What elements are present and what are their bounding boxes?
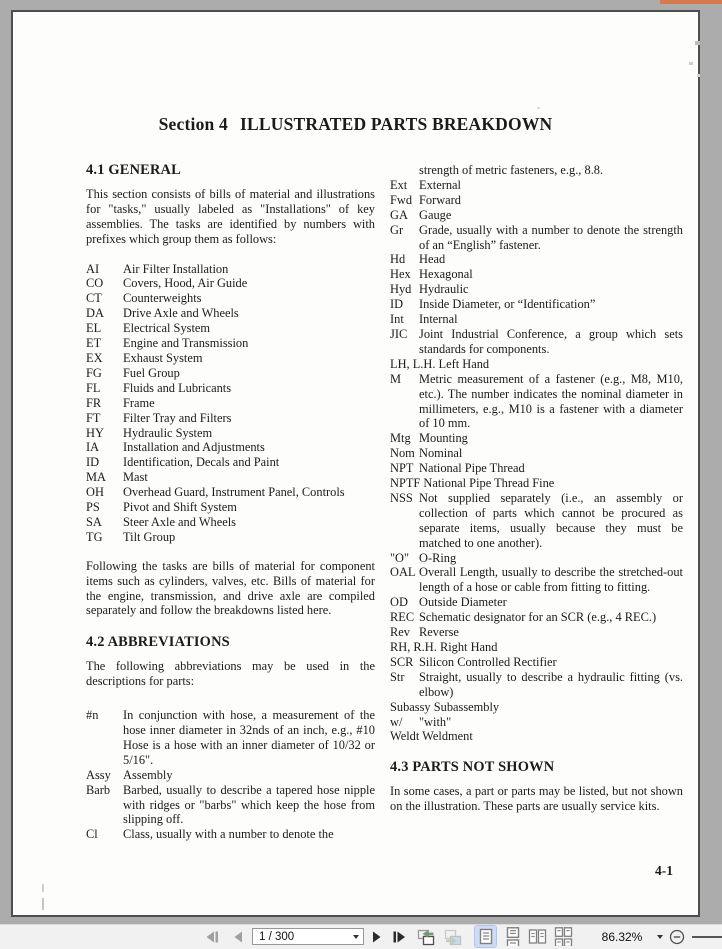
abbreviation-item [390,223,683,253]
abbreviation-definition: Barbed, usually to describe a tapered hose nipple with ridges or "barbs" which keep the hose from slipping off. [123,782,375,827]
abbreviation-definition: Mounting [419,431,468,446]
task-prefix-desc: Electrical System [123,321,211,336]
abbreviation-definition: In conjunction with hose, a measurement of the hose inner diameter in 32nds of an inch, e.g., #10 Hose is a hose with an inner diameter of 10/32 or 5/16". [123,708,375,767]
abbreviation-term: JIC [390,326,408,341]
next-view-button[interactable] [442,925,464,949]
continuous-facing-view-icon [554,927,573,946]
abbreviation-term: GA [390,207,408,222]
abbreviation-item [86,827,375,842]
task-prefix-desc: Frame [123,395,155,410]
abbreviation-term: Int [390,312,404,327]
paragraph: This section consists of bills of material and illustrations for "tasks," usually labeled as "Installations" of key assemblies. The tasks are identified by numbers with prefixes which group them as follows: [86,186,375,246]
abbreviation-term: Nom [390,446,415,461]
abbreviation-term: REC [390,610,415,625]
task-prefix-desc: Exhaust System [123,350,203,365]
page-number-label: 4-1 [655,863,673,878]
abbreviation-item [390,461,683,476]
abbreviation-term: OAL [390,565,416,580]
task-prefix-code: FL [86,380,101,395]
abbreviation-item [390,267,683,282]
task-prefix-item [86,426,375,441]
abbreviation-term: NSS [390,490,413,505]
abbreviation-item [390,327,683,357]
task-prefix-item [86,291,375,306]
continuous-view-button[interactable] [502,926,523,947]
heading-4-3: 4.3 PARTS NOT SHOWN [390,759,555,776]
abbreviation-term: NPT [390,461,414,476]
abbreviation-term: Hyd [390,282,412,297]
task-prefix-code: FR [86,395,102,410]
abbreviation-definition: Grade, usually with a number to denote the strength of an “English” fastener. [419,222,683,252]
abbreviation-item [390,491,683,551]
zoom-slider-track[interactable] [692,936,722,938]
abbreviation-list-left [86,708,375,842]
abbreviation-definition: Silicon Controlled Rectifier [419,654,557,669]
task-prefix-item [86,306,375,321]
task-prefix-item [86,470,375,485]
abbreviation-definition: Class, usually with a number to denote the [123,827,334,842]
abbreviation-item [390,297,683,312]
abbreviation-definition: O-Ring [419,550,457,565]
abbreviation-term: Cl [86,827,98,842]
abbreviation-item [390,715,683,730]
abbreviation-definition: Right Hand [439,640,498,654]
task-prefix-item [86,530,375,545]
scan-speck [695,41,700,45]
abbreviation-term: NPTF [390,476,421,491]
abbreviation-term: Hd [390,252,406,267]
task-prefix-code: ET [86,336,102,351]
first-page-button[interactable] [202,925,222,949]
abbreviation-definition: National Pipe Thread Fine [423,476,555,491]
zoom-out-icon [669,929,685,945]
abbreviation-item [390,312,683,327]
abbreviation-term: RH, R.H. [390,640,437,654]
abbreviation-definition: Assembly [123,767,173,782]
facing-pages-view-button[interactable] [527,926,548,947]
abbreviation-item [390,208,683,223]
abbreviation-term: OD [390,595,408,610]
task-prefix-code: CT [86,291,102,306]
task-prefix-item [86,381,375,396]
abbreviation-item [390,595,683,610]
abbreviation-item [390,551,683,566]
next-page-icon [372,931,382,943]
zoom-level-value: 86.32% [601,930,643,944]
abbreviation-term: #n [86,708,99,723]
abbreviation-item [390,252,683,267]
task-prefix-item [86,500,375,515]
abbreviation-item [390,565,683,595]
document-content [13,12,698,915]
abbreviation-item [390,476,683,491]
abbreviation-definition: Joint Industrial Conference, a group which sets standards for components. [419,326,683,356]
task-prefix-desc: Engine and Transmission [123,336,249,351]
task-prefix-code: PS [86,500,100,515]
abbreviation-item [86,768,375,783]
abbreviation-item [390,357,683,372]
abbreviation-item [390,655,683,670]
abbreviation-term: Str [390,669,405,684]
abbreviation-term: Hex [390,267,411,282]
top-edge-accent-bar [660,0,722,4]
task-prefix-code: MA [86,470,106,485]
abbreviation-term: Gr [390,222,404,237]
task-prefix-desc: Filter Tray and Filters [123,410,232,425]
task-prefix-desc: Counterweights [123,291,202,306]
section-number: Section 4 [158,114,228,134]
task-prefix-desc: Hydraulic System [123,425,213,440]
abbreviation-definition: External [419,177,461,192]
page-dropdown-caret-icon[interactable] [353,935,359,939]
scan-speck [42,884,44,892]
abbreviation-item [390,610,683,625]
task-prefix-code: TG [86,529,103,544]
abbreviation-term: Barb [86,782,111,797]
zoom-out-button[interactable] [668,925,686,949]
task-prefix-code: HY [86,425,104,440]
task-prefix-code: EX [86,350,103,365]
task-prefix-code: CO [86,276,104,291]
abbreviation-definition: Subassembly [433,699,500,714]
paragraph: In some cases, a part or parts may be listed, but not shown on the illustration. These parts are usually service kits. [390,784,683,814]
abbreviation-term: Mtg [390,431,411,446]
scan-speck [537,107,540,109]
abbreviation-term: Subassy [390,699,431,714]
task-prefix-code: DA [86,306,104,321]
previous-page-icon [233,931,243,943]
task-prefix-item [86,440,375,455]
page-title [13,114,698,135]
abbreviation-definition: Forward [419,192,461,207]
first-page-icon [205,931,220,943]
abbreviation-item [390,372,683,432]
paragraph: The following abbreviations may be used in the descriptions for parts: [86,659,375,689]
task-prefix-desc: Overhead Guard, Instrument Panel, Controls [123,485,345,500]
abbreviation-definition: Weldment [422,729,473,744]
abbreviation-definition: National Pipe Thread [419,461,525,476]
abbreviation-definition: Outside Diameter [419,595,507,610]
continued-definition-line: strength of metric fasteners, e.g., 8.8. [419,163,604,177]
scan-speck [697,74,700,77]
task-prefix-item [86,515,375,530]
abbreviation-term: Assy [86,767,111,782]
abbreviation-definition: Gauge [419,207,452,222]
task-prefix-desc: Air Filter Installation [123,261,229,276]
left-column [86,163,375,842]
task-prefix-item [86,336,375,351]
previous-view-icon [417,929,435,946]
abbreviation-term: w/ [390,714,403,729]
task-prefix-code: FT [86,410,101,425]
scan-speck [42,898,44,910]
zoom-dropdown-button[interactable] [655,925,665,949]
task-prefix-code: AI [86,261,100,276]
task-prefix-code: FG [86,365,102,380]
abbreviation-definition: Nominal [419,446,463,461]
task-prefix-desc: Fuel Group [123,365,180,380]
task-prefix-desc: Mast [123,470,148,485]
task-prefix-desc: Identification, Decals and Paint [123,455,280,470]
single-page-view-button[interactable] [475,926,496,947]
heading-4-2: 4.2 ABBREVIATIONS [86,634,230,651]
abbreviation-item [390,446,683,461]
abbreviation-definition: Straight, usually to describe a hydraulic fitting (vs. elbow) [419,669,683,699]
abbreviation-item [86,783,375,828]
document-page [11,10,700,917]
abbreviation-term: Ext [390,177,408,192]
task-prefix-code: EL [86,321,102,336]
continuous-view-icon [505,927,521,946]
single-page-view-icon [478,928,494,945]
task-prefix-item [86,351,375,366]
abbreviation-definition: Reverse [419,625,459,640]
abbreviation-item [390,178,683,193]
heading-4-1: 4.1 GENERAL [86,162,181,178]
abbreviation-definition: Left Hand [438,356,490,371]
task-prefix-code: SA [86,514,102,529]
next-view-icon [444,929,462,946]
task-prefix-item [86,396,375,411]
abbreviation-term: ID [390,297,404,312]
abbreviation-item [390,282,683,297]
section-title: ILLUSTRATED PARTS BREAKDOWN [239,114,553,134]
abbreviation-term: Fwd [390,192,413,207]
abbreviation-definition: Hexagonal [419,267,473,282]
page-indicator-value: 1 / 300 [259,930,295,943]
abbreviation-term: LH, L.H. [390,356,436,371]
zoom-dropdown-caret-icon [657,935,663,939]
abbreviation-definition: "with" [419,714,452,729]
last-page-button[interactable] [389,925,409,949]
next-page-button[interactable] [369,925,385,949]
abbreviation-item [390,700,683,715]
abbreviation-item [390,640,683,655]
abbreviation-item [390,729,683,744]
previous-page-button[interactable] [230,925,246,949]
facing-pages-view-icon [528,928,547,945]
previous-view-button[interactable] [415,925,437,949]
task-prefix-desc: Fluids and Lubricants [123,380,232,395]
task-prefix-desc: Steer Axle and Wheels [123,514,236,529]
abbreviation-definition: Head [419,252,446,267]
abbreviation-term: Weldt [390,729,420,744]
right-column [390,163,683,829]
zoom-level-label[interactable] [596,925,648,949]
paragraph: Following the tasks are bills of material for component items such as cylinders, valves, etc. Bills of material for the engine, transmission, and drive axle are compiled separately and follow the breakdowns listed here. [86,558,375,618]
task-prefix-code: OH [86,485,104,500]
abbreviation-definition: Hydraulic [419,282,469,297]
task-prefix-item [86,366,375,381]
scan-speck [689,62,693,65]
continuous-facing-view-button[interactable] [553,926,574,947]
task-prefix-list [86,262,375,545]
last-page-icon [392,931,407,943]
abbreviation-term: Rev [390,625,410,640]
abbreviation-term: SCR [390,654,414,669]
task-prefix-item [86,321,375,336]
task-prefix-item [86,485,375,500]
task-prefix-desc: Drive Axle and Wheels [123,306,239,321]
abbreviation-definition: Inside Diameter, or “Identification” [419,297,596,312]
abbreviation-term: "O" [390,550,410,565]
abbreviation-item [390,625,683,640]
task-prefix-desc: Installation and Adjustments [123,440,265,455]
abbreviation-definition: Overall Length, usually to describe the stretched-out length of a hose or cable from fitting to fitting. [419,565,683,595]
task-prefix-desc: Pivot and Shift System [123,500,237,515]
abbreviation-item [390,431,683,446]
abbreviation-term: M [390,371,402,386]
task-prefix-item [86,276,375,291]
abbreviation-definition: Internal [419,312,458,327]
task-prefix-code: ID [86,455,100,470]
abbreviation-item [86,708,375,768]
page-number-input[interactable] [252,928,364,945]
abbreviation-definition: Metric measurement of a fastener (e.g., M8, M10, etc.). The number indicates the nominal diameter in millimeters, e.g., M10 is a fastener with a diameter of 10 mm. [419,371,683,431]
task-prefix-item [86,455,375,470]
task-prefix-item [86,262,375,277]
pdf-toolbar [0,924,722,949]
abbreviation-definition: Not supplied separately (i.e., an assembly or collection of parts which cannot be procured as separate items, usually because they must be matched to one another). [419,490,683,550]
abbreviation-item [390,193,683,208]
abbreviation-definition: Schematic designator for an SCR (e.g., 4 REC.) [419,610,657,625]
abbreviation-list-right [390,178,683,744]
task-prefix-desc: Covers, Hood, Air Guide [123,276,248,291]
task-prefix-desc: Tilt Group [123,529,176,544]
abbreviation-item [390,670,683,700]
task-prefix-item [86,411,375,426]
task-prefix-code: IA [86,440,100,455]
